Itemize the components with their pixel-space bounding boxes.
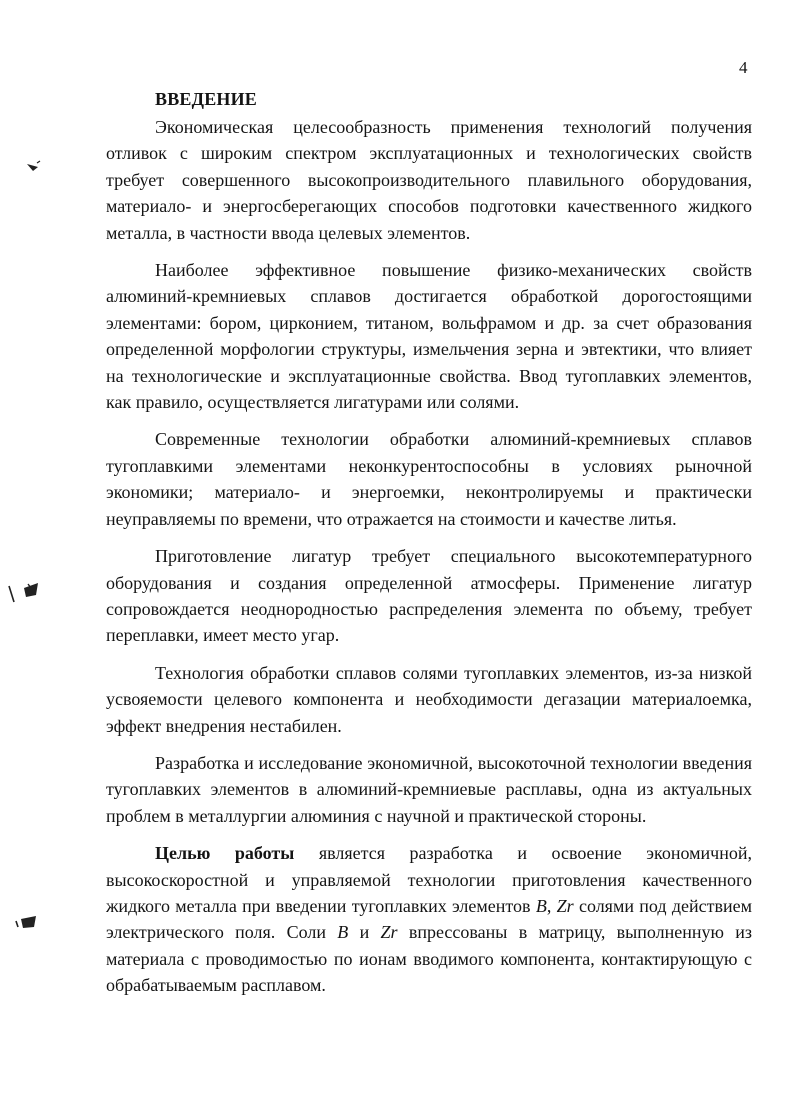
element-symbol-zr: Zr	[556, 895, 574, 916]
scan-mark-2	[6, 580, 42, 606]
goal-separator: ,	[546, 895, 557, 916]
paragraph-goal	[106, 840, 752, 998]
paragraph-3: Современные технологии обработки алюминий-кремниевых сплавов тугоплавкими элементами неконкурентоспособны в условиях рыночной экономики; материало- и энергоемки, неконтролируемы и практически неуправляемы по времени, что отражается на стоимости и качестве литья.	[106, 429, 752, 529]
section-heading: ВВЕДЕНИЕ	[155, 89, 258, 109]
paragraph-1: Экономическая целесообразность применения технологий получения отливок с широким спектром эксплуатационных и технологических свойств требует совершенного высокопроизводительного плавильного оборудования, материало- и энергосберегающих способов подготовки качественного жидкого металла, в частности ввода целевых элементов.	[106, 117, 752, 243]
paragraph-6: Разработка и исследование экономичной, высокоточной технологии введения тугоплавких элементов в алюминий-кремниевые расплавы, одна из актуальных проблем в металлургии алюминия с научной и практической стороны.	[106, 752, 752, 826]
paragraph-4: Приготовление лигатур требует специального высокотемпературного оборудования и создания определенной атмосферы. Применение лигатур сопровождается неоднородностью распределения элемента по объему, требует переплавки, имеет место угар.	[106, 546, 752, 646]
scan-mark-1	[26, 160, 42, 174]
goal-lead: Целью работы	[155, 843, 295, 864]
goal-text-4: впрессованы в матрицу, выполненную из материала с проводимостью по ионам вводимого компонента, контактирующую с обрабатываемым расплавом.	[106, 922, 752, 996]
element-symbol-zr: Zr	[380, 922, 398, 943]
page-number: 4	[739, 58, 748, 77]
scan-mark-3	[14, 913, 40, 933]
element-symbol-b: B	[535, 895, 547, 916]
goal-text-3: и	[348, 922, 381, 943]
goal-text-1: является разработка и освоение экономичной, высокоскоростной и управляемой технологии приготовления качественного жидкого металла при введении тугоплавких элементов	[106, 843, 752, 916]
element-symbol-b: B	[337, 922, 349, 943]
goal-text-2: солями под действием электрического поля. Соли	[106, 895, 752, 943]
body-text	[106, 114, 752, 999]
paragraph-5: Технология обработки сплавов солями тугоплавких элементов, из-за низкой усвояемости целевого компонента и необходимости дегазации материалоемка, эффект внедрения нестабилен.	[106, 662, 752, 736]
paragraph-2: Наиболее эффективное повышение физико-механических свойств алюминий-кремниевых сплавов достигается обработкой дорогостоящими элементами: бором, цирконием, титаном, вольфрамом и др. за счет образования определенной морфологии структуры, измельчения зерна и эвтектики, что влияет на технологические и эксплуатационные свойства. Ввод тугоплавких элементов, как правило, осуществляется лигатурами или солями.	[106, 260, 752, 413]
